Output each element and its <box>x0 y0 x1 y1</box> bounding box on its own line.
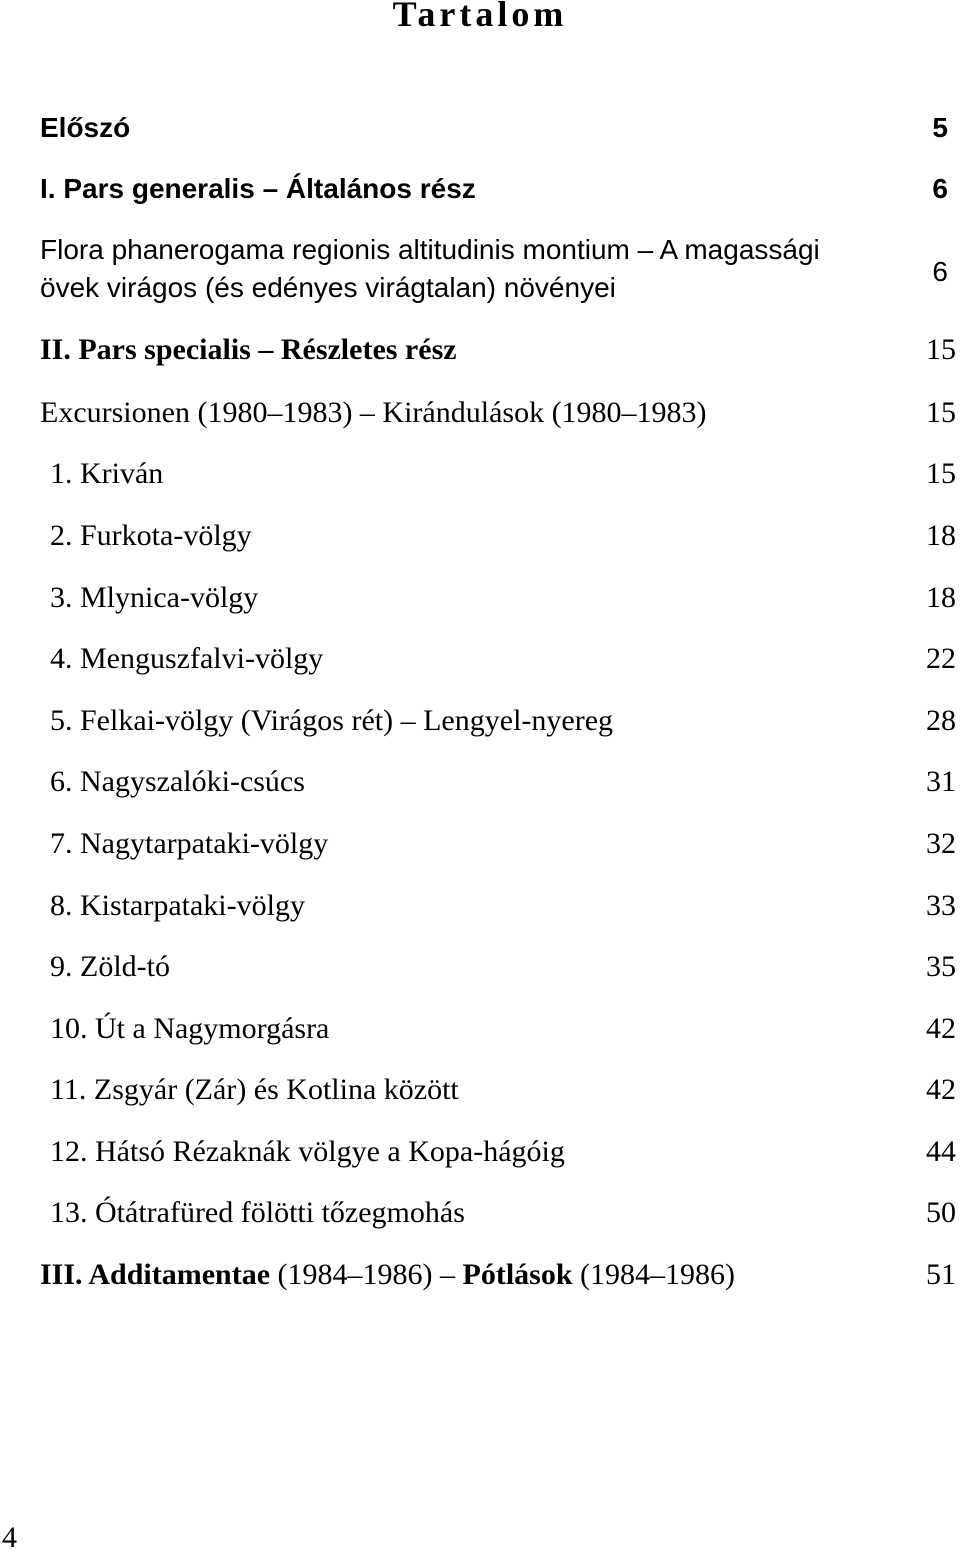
toc-entry-page: 6 <box>932 173 948 204</box>
toc-item-page: 18 <box>926 519 956 552</box>
toc-entry-label: Excursionen (1980–1983) – Kirándulások (1980–1983) <box>40 396 707 429</box>
toc-entry-page: 15 <box>926 333 956 366</box>
toc-item[interactable] <box>40 824 956 864</box>
toc-item-label: 8. Kistarpataki-völgy <box>50 889 305 922</box>
toc-item-page: 50 <box>926 1196 956 1229</box>
toc-entry-eloszo[interactable] <box>40 108 956 148</box>
page-title: Tartalom <box>392 0 568 34</box>
toc-item[interactable] <box>40 886 956 926</box>
toc-item[interactable] <box>40 578 956 618</box>
toc-entry-flora[interactable] <box>40 232 956 308</box>
toc-item[interactable] <box>40 639 956 679</box>
page-number: 4 <box>2 1521 17 1554</box>
toc-item-page: 31 <box>926 765 956 798</box>
part-3-latin-title: III. Additamentae <box>40 1258 271 1291</box>
toc-item-page: 33 <box>926 889 956 922</box>
toc-item[interactable] <box>40 454 956 494</box>
toc-item-page: 18 <box>926 581 956 614</box>
toc-item-page: 35 <box>926 950 956 983</box>
toc-item[interactable] <box>40 516 956 556</box>
toc-item-page: 44 <box>926 1135 956 1168</box>
part-3-years-1: (1984–1986) – <box>270 1258 463 1291</box>
toc-item[interactable] <box>40 1070 956 1110</box>
toc-item[interactable] <box>40 947 956 987</box>
toc-item-label: 4. Menguszfalvi-völgy <box>50 642 324 675</box>
toc-item-label: 5. Felkai-völgy (Virágos rét) – Lengyel-nyereg <box>50 704 614 737</box>
toc-item-label: 10. Út a Nagymorgásra <box>50 1012 330 1045</box>
toc-entry-page: 15 <box>926 396 956 429</box>
toc-item-label: 9. Zöld-tó <box>50 950 170 983</box>
toc-entry-part-2[interactable] <box>40 330 956 370</box>
toc-item-label: 12. Hátsó Rézaknák völgye a Kopa-hágóig <box>50 1135 565 1168</box>
toc-item-label: 7. Nagytarpataki-völgy <box>50 827 329 860</box>
toc-item-label: 6. Nagyszalóki-csúcs <box>50 765 305 798</box>
toc-entry-label-line-1: Flora phanerogama regionis altitudinis montium – A magassági <box>40 234 820 265</box>
toc-item-label: 11. Zsgyár (Zár) és Kotlina között <box>50 1073 459 1106</box>
toc-item-page: 22 <box>926 642 956 675</box>
toc-item-page: 32 <box>926 827 956 860</box>
toc-item-label: 1. Kriván <box>50 457 164 490</box>
toc-entry-excursionen[interactable] <box>40 393 956 433</box>
toc-item[interactable] <box>40 1193 956 1233</box>
toc-item-label: 3. Mlynica-völgy <box>50 581 259 614</box>
toc-item-page: 28 <box>926 704 956 737</box>
part-3-years-2: (1984–1986) <box>572 1258 736 1291</box>
toc-entry-label: I. Pars generalis – Általános rész <box>40 173 476 204</box>
toc-item[interactable] <box>40 1009 956 1049</box>
toc-entry-page: 6 <box>932 256 948 287</box>
toc-item-page: 15 <box>926 457 956 490</box>
toc-entry-label-line-2: övek virágos (és edényes virágtalan) növényei <box>40 272 616 303</box>
toc-item-page: 42 <box>926 1073 956 1106</box>
toc-entry-label: Előszó <box>40 112 131 143</box>
toc-entry-part-3[interactable] <box>40 1255 956 1295</box>
toc-item[interactable] <box>40 701 956 741</box>
toc-item[interactable] <box>40 1132 956 1172</box>
toc-entry-page: 5 <box>932 112 948 143</box>
part-3-hungarian-title: Pótlások <box>462 1258 573 1291</box>
toc-entry-label <box>40 1255 735 1295</box>
toc-item-label: 13. Ótátrafüred fölötti tőzegmohás <box>50 1196 465 1229</box>
toc-entry-part-1[interactable] <box>40 169 956 209</box>
toc-entry-page: 51 <box>926 1258 956 1291</box>
toc-item-page: 42 <box>926 1012 956 1045</box>
toc-item[interactable] <box>40 762 956 802</box>
toc-item-label: 2. Furkota-völgy <box>50 519 252 552</box>
toc-entry-label: II. Pars specialis – Részletes rész <box>40 333 457 366</box>
